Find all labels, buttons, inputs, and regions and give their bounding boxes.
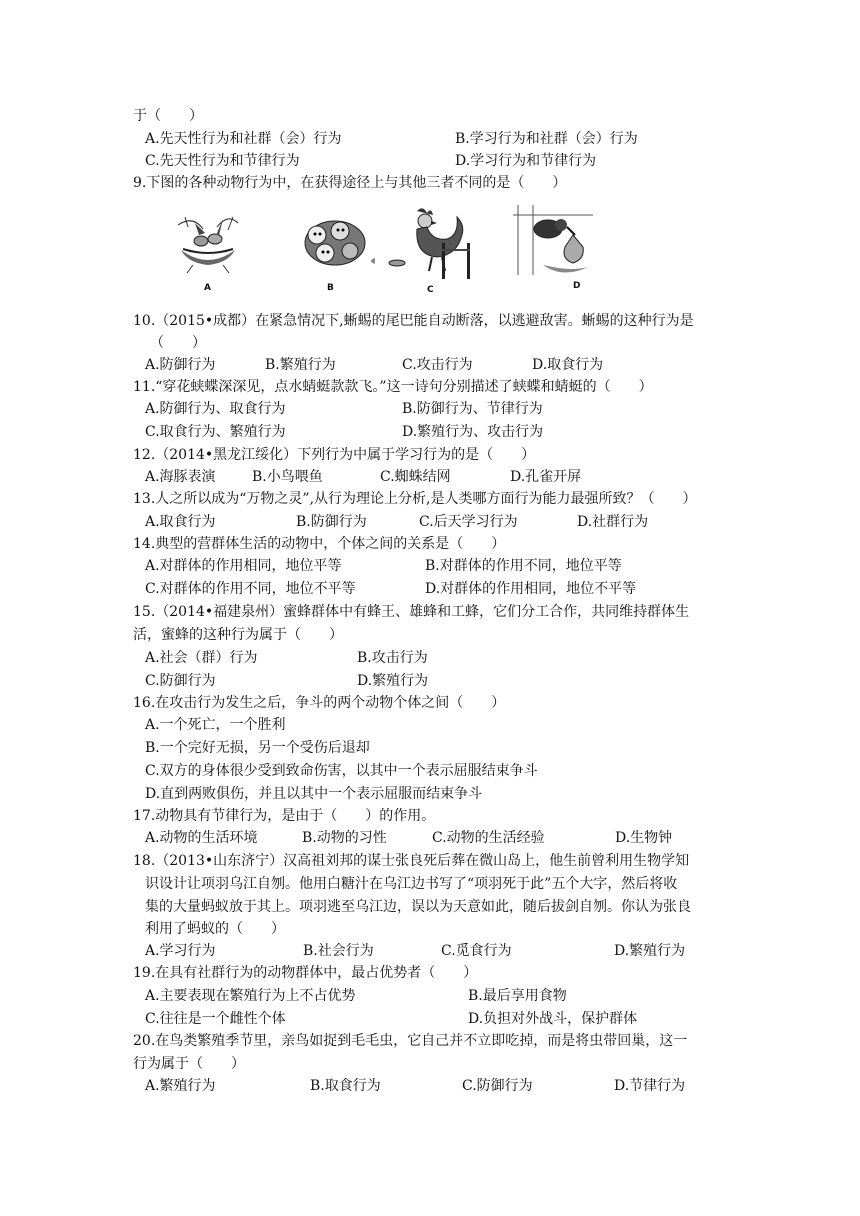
q13-option-b: B.防御行为 xyxy=(296,514,367,530)
q18-stem-line1: 18.（2013•山东济宁）汉高祖刘邦的谋士张良死后葬在微山岛上，他生前曾利用生物学知 xyxy=(133,853,690,869)
q20-stem-line1: 20.在鸟类繁殖季节里，亲鸟如捉到毛毛虫，它自己并不立即吃掉，而是将虫带回巢，这一 xyxy=(133,1033,688,1049)
q14-option-c: C.对群体的作用不同，地位不平等 xyxy=(145,581,356,597)
q18-option-d: D.繁殖行为 xyxy=(614,943,686,959)
q17-option-a: A.动物的生活环境 xyxy=(145,830,258,846)
q12-option-c: C.蜘蛛结网 xyxy=(380,469,451,485)
q13-option-a: A.取食行为 xyxy=(145,514,216,530)
bird-nest-illustration xyxy=(173,205,243,275)
q11-option-c: C.取食行为、繁殖行为 xyxy=(145,424,286,440)
q18-stem-line4: 利用了蚂蚁的（ ） xyxy=(145,921,285,937)
q9-figure-row xyxy=(165,205,605,295)
q18-option-b: B.社会行为 xyxy=(303,943,374,959)
q11-option-d: D.繁殖行为、攻击行为 xyxy=(402,424,544,440)
q16-option-c: C.双方的身体很少受到致命伤害，以其中一个表示屈服结束争斗 xyxy=(145,763,538,779)
q13-option-d: D.社群行为 xyxy=(577,514,649,530)
q16-option-d: D.直到两败俱伤，并且以其中一个表示屈服而结束争斗 xyxy=(145,786,483,802)
cat-kittens-illustration xyxy=(295,213,375,273)
figure-label-d: D xyxy=(573,281,581,291)
q12-option-a: A.海豚表演 xyxy=(145,469,216,485)
q14-stem: 14.典型的营群体生活的动物中，个体之间的关系是（ ） xyxy=(133,536,506,552)
q17-stem: 17.动物具有节律行为，是由于（ ）的作用。 xyxy=(133,808,436,824)
q11-option-b: B.防御行为、节律行为 xyxy=(402,401,543,417)
q10-option-b: B.繁殖行为 xyxy=(265,357,336,373)
q9-stem: 9.下图的各种动物行为中，在获得途径上与其他三者不同的是（ ） xyxy=(133,175,567,191)
q20-option-c: C.防御行为 xyxy=(462,1078,533,1094)
q8-stem-tail: 于（ ） xyxy=(133,108,203,124)
q10-stem-line1: 10.（2015•成都）在紧急情况下,蜥蜴的尾巴能自动断落，以逃避敌害。蜥蜴的这种行为是 xyxy=(133,313,694,329)
figure-label-a: A xyxy=(204,283,211,293)
q19-stem: 19.在具有社群行为的动物群体中，最占优势者（ ） xyxy=(133,965,478,981)
q15-option-c: C.防御行为 xyxy=(145,673,216,689)
q17-option-b: B.动物的习性 xyxy=(302,830,387,846)
bird-bottle-illustration xyxy=(513,205,598,280)
q8-option-d: D.学习行为和节律行为 xyxy=(455,153,597,169)
q8-option-c: C.先天性行为和节律行为 xyxy=(145,153,300,169)
q15-option-d: D.繁殖行为 xyxy=(357,673,429,689)
q11-stem: 11.“穿花蛱蝶深深见，点水蜻蜓款款飞。”这一诗句分别描述了蛱蝶和蜻蜓的（ ） xyxy=(133,379,653,395)
q14-option-d: D.对群体的作用相同，地位不平等 xyxy=(425,581,637,597)
q12-option-d: D.孔雀开屏 xyxy=(510,469,582,485)
q20-option-d: D.节律行为 xyxy=(614,1078,686,1094)
q12-stem: 12.（2014•黑龙江绥化）下列行为中属于学习行为的是（ ） xyxy=(133,447,536,463)
q10-option-c: C.攻击行为 xyxy=(402,357,473,373)
q19-option-c: C.往往是一个雌性个体 xyxy=(145,1011,286,1027)
q10-option-d: D.取食行为 xyxy=(532,357,604,373)
q14-option-a: A.对群体的作用相同，地位平等 xyxy=(145,558,342,574)
q16-stem: 16.在攻击行为发生之后，争斗的两个动物个体之间（ ） xyxy=(133,695,506,711)
rooster-illustration xyxy=(387,205,472,285)
q16-option-a: A.一个死亡，一个胜利 xyxy=(145,717,286,733)
q15-stem-line1: 15.（2014•福建泉州）蜜蜂群体中有蜂王、雄蜂和工蜂，它们分工合作，共同维持群体生 xyxy=(133,604,690,620)
q15-stem-line2: 活，蜜蜂的这种行为属于（ ） xyxy=(133,627,343,643)
q18-option-a: A.学习行为 xyxy=(145,943,216,959)
figure-label-b: B xyxy=(327,283,334,293)
q13-option-c: C.后天学习行为 xyxy=(419,514,518,530)
q13-stem: 13.人之所以成为“万物之灵”,从行为理论上分析,是人类哪方面行为能力最强所致？（ ） xyxy=(133,491,697,507)
q20-stem-line2: 行为属于（ ） xyxy=(133,1056,245,1072)
q12-option-b: B.小鸟喂鱼 xyxy=(252,469,323,485)
q19-option-b: B.最后享用食物 xyxy=(468,988,567,1004)
q17-option-c: C.动物的生活经验 xyxy=(432,830,545,846)
q17-option-d: D.生物钟 xyxy=(615,830,673,846)
q18-stem-line3: 集的大量蚂蚁放于其上。项羽逃至乌江边，误以为天意如此，随后拔剑自刎。你认为张良 xyxy=(145,899,691,915)
figure-label-c: C xyxy=(427,285,434,295)
q16-option-b: B.一个完好无损，另一个受伤后退却 xyxy=(145,740,370,756)
q15-option-b: B.攻击行为 xyxy=(357,650,428,666)
q18-stem-line2: 识设计让项羽乌江自刎。他用白糖汁在乌江边书写了“项羽死于此”五个大字，然后将收 xyxy=(145,876,678,892)
q8-option-b: B.学习行为和社群（会）行为 xyxy=(455,131,638,147)
q20-option-b: B.取食行为 xyxy=(310,1078,381,1094)
q15-option-a: A.社会（群）行为 xyxy=(145,650,258,666)
q19-option-a: A.主要表现在繁殖行为上不占优势 xyxy=(145,988,356,1004)
q14-option-b: B.对群体的作用不同，地位平等 xyxy=(425,558,622,574)
q10-stem-line2: （ ） xyxy=(150,335,206,351)
q18-option-c: C.觅食行为 xyxy=(441,943,512,959)
q10-option-a: A.防御行为 xyxy=(145,357,216,373)
q8-option-a: A.先天性行为和社群（会）行为 xyxy=(145,131,342,147)
q19-option-d: D.负担对外战斗，保护群体 xyxy=(468,1011,638,1027)
q20-option-a: A.繁殖行为 xyxy=(145,1078,216,1094)
q11-option-a: A.防御行为、取食行为 xyxy=(145,401,286,417)
